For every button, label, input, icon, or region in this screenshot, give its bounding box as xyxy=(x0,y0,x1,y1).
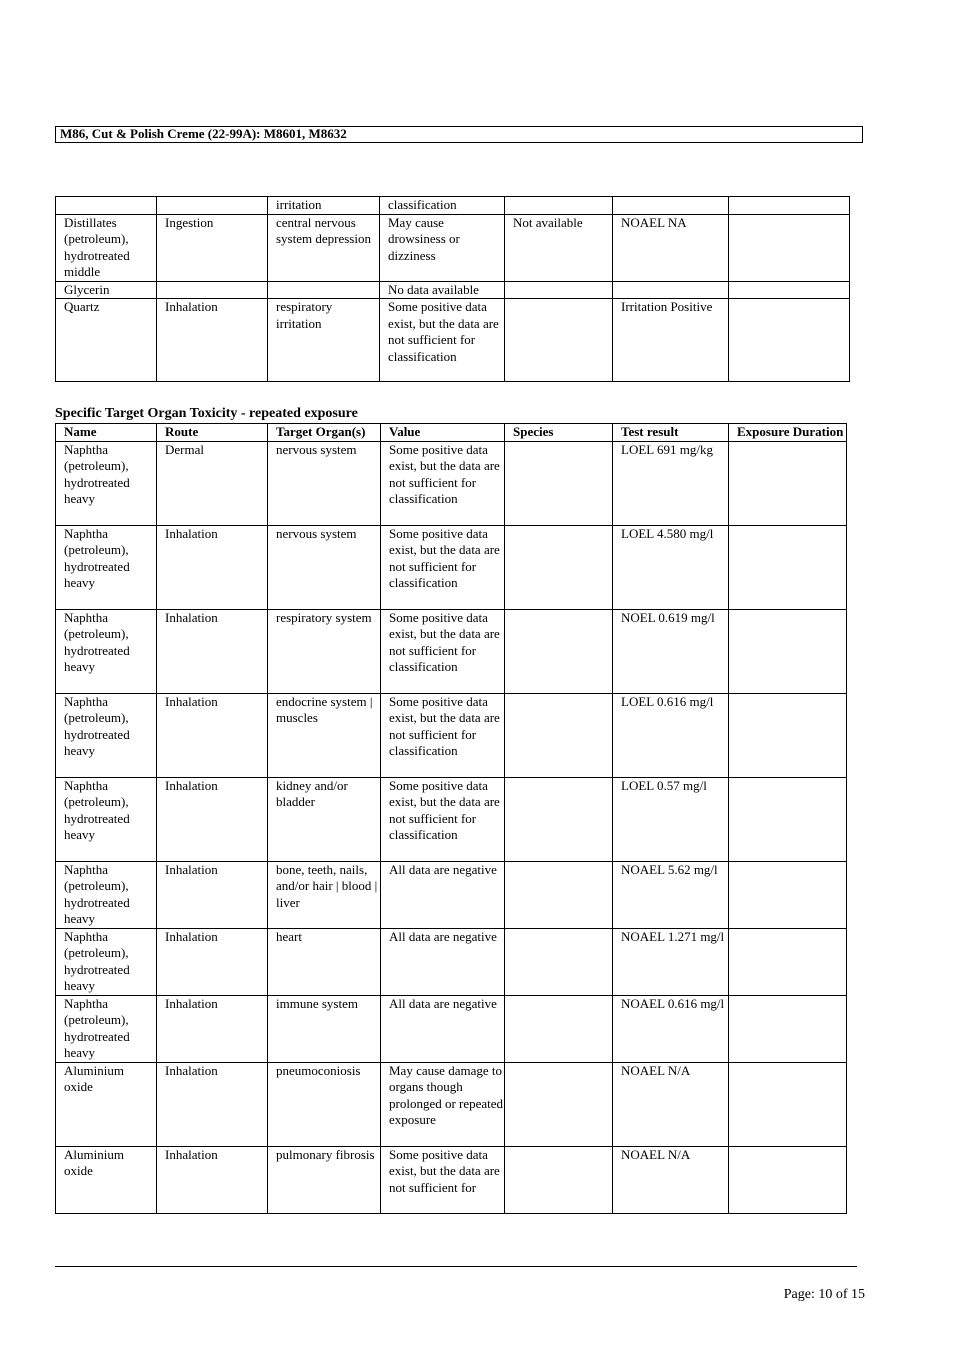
cell-species xyxy=(505,525,613,609)
cell-route: Inhalation xyxy=(157,299,268,382)
header-exposure-duration: Exposure Duration xyxy=(729,424,847,442)
cell-name: Naphtha (petroleum), hydrotreated heavy xyxy=(56,525,157,609)
cell-name: Aluminium oxide xyxy=(56,1062,157,1146)
cell-route: Ingestion xyxy=(157,214,268,281)
cell-organ: respiratory system xyxy=(268,609,381,693)
cell-name: Glycerin xyxy=(56,281,157,299)
cell-organ: pneumoconiosis xyxy=(268,1062,381,1146)
cell-species xyxy=(505,693,613,777)
cell-result: NOAEL N/A xyxy=(613,1062,729,1146)
cell-result: LOEL 691 mg/kg xyxy=(613,441,729,525)
header-value: Value xyxy=(381,424,505,442)
cell-duration xyxy=(729,299,850,382)
cell-duration xyxy=(729,1062,847,1146)
header-test-result: Test result xyxy=(613,424,729,442)
cell-duration xyxy=(729,928,847,995)
cell-result: NOAEL 0.616 mg/l xyxy=(613,995,729,1062)
cell-species xyxy=(505,441,613,525)
cell-name: Naphtha (petroleum), hydrotreated heavy xyxy=(56,995,157,1062)
cell-route xyxy=(157,197,268,215)
cell-name: Naphtha (petroleum), hydrotreated heavy xyxy=(56,693,157,777)
cell-organ: central nervous system depression xyxy=(268,214,380,281)
table-row xyxy=(56,861,847,928)
cell-value: Some positive data exist, but the data are not sufficient for classification xyxy=(381,609,505,693)
cell-value: Some positive data exist, but the data are not sufficient for classification xyxy=(381,441,505,525)
cell-duration xyxy=(729,441,847,525)
cell-route: Inhalation xyxy=(157,1146,268,1213)
cell-duration xyxy=(729,609,847,693)
cell-value: Some positive data exist, but the data are not sufficient for classification xyxy=(381,693,505,777)
cell-organ: endocrine system | muscles xyxy=(268,693,381,777)
cell-route: Inhalation xyxy=(157,1062,268,1146)
cell-name: Naphtha (petroleum), hydrotreated heavy xyxy=(56,861,157,928)
cell-species xyxy=(505,1146,613,1213)
cell-species xyxy=(505,299,613,382)
cell-duration xyxy=(729,777,847,861)
cell-result xyxy=(613,197,729,215)
cell-duration xyxy=(729,995,847,1062)
table-row xyxy=(56,214,850,281)
cell-result: NOAEL N/A xyxy=(613,1146,729,1213)
cell-result: LOEL 0.616 mg/l xyxy=(613,693,729,777)
header-target-organs: Target Organ(s) xyxy=(268,424,381,442)
continued-toxicity-table xyxy=(55,196,850,382)
table-row xyxy=(56,609,847,693)
header-name: Name xyxy=(56,424,157,442)
cell-name: Naphtha (petroleum), hydrotreated heavy xyxy=(56,441,157,525)
table-row xyxy=(56,1146,847,1213)
cell-organ xyxy=(268,281,380,299)
cell-species xyxy=(505,281,613,299)
cell-species xyxy=(505,197,613,215)
table-row xyxy=(56,441,847,525)
cell-name: Distillates (petroleum), hydrotreated middle xyxy=(56,214,157,281)
cell-result: NOAEL NA xyxy=(613,214,729,281)
table-row xyxy=(56,995,847,1062)
table-row xyxy=(56,928,847,995)
cell-route: Dermal xyxy=(157,441,268,525)
cell-result xyxy=(613,281,729,299)
header-species: Species xyxy=(505,424,613,442)
cell-duration xyxy=(729,693,847,777)
cell-species xyxy=(505,928,613,995)
cell-value: No data available xyxy=(380,281,505,299)
cell-species xyxy=(505,609,613,693)
table-row xyxy=(56,197,850,215)
page-number: Page: 10 of 15 xyxy=(783,1287,865,1302)
cell-value: Some positive data exist, but the data are not sufficient for classification xyxy=(381,525,505,609)
cell-value: May cause drowsiness or dizziness xyxy=(380,214,505,281)
cell-organ: nervous system xyxy=(268,441,381,525)
cell-value: Some positive data exist, but the data are not sufficient for xyxy=(381,1146,505,1213)
cell-value: All data are negative xyxy=(381,995,505,1062)
cell-organ: respiratory irritation xyxy=(268,299,380,382)
cell-result: NOAEL 1.271 mg/l xyxy=(613,928,729,995)
cell-organ: immune system xyxy=(268,995,381,1062)
table-row xyxy=(56,693,847,777)
cell-result: LOEL 0.57 mg/l xyxy=(613,777,729,861)
section-title-repeated-exposure: Specific Target Organ Toxicity - repeated exposure xyxy=(55,406,358,421)
cell-organ: kidney and/or bladder xyxy=(268,777,381,861)
cell-route: Inhalation xyxy=(157,777,268,861)
table-row xyxy=(56,777,847,861)
cell-result: LOEL 4.580 mg/l xyxy=(613,525,729,609)
table-row xyxy=(56,1062,847,1146)
cell-result: Irritation Positive xyxy=(613,299,729,382)
cell-value: Some positive data exist, but the data are not sufficient for classification xyxy=(380,299,505,382)
cell-duration xyxy=(729,861,847,928)
cell-route: Inhalation xyxy=(157,995,268,1062)
footer-divider xyxy=(55,1266,857,1267)
cell-name: Aluminium oxide xyxy=(56,1146,157,1213)
cell-species xyxy=(505,1062,613,1146)
cell-organ: bone, teeth, nails, and/or hair | blood | liver xyxy=(268,861,381,928)
cell-organ: heart xyxy=(268,928,381,995)
cell-value: May cause damage to organs though prolonged or repeated exposure xyxy=(381,1062,505,1146)
cell-species: Not available xyxy=(505,214,613,281)
table-header-row xyxy=(56,424,847,442)
cell-name: Quartz xyxy=(56,299,157,382)
cell-route: Inhalation xyxy=(157,693,268,777)
cell-duration xyxy=(729,1146,847,1213)
cell-name: Naphtha (petroleum), hydrotreated heavy xyxy=(56,777,157,861)
table-row xyxy=(56,281,850,299)
cell-route: Inhalation xyxy=(157,609,268,693)
header-route: Route xyxy=(157,424,268,442)
cell-organ: nervous system xyxy=(268,525,381,609)
cell-name: Naphtha (petroleum), hydrotreated heavy xyxy=(56,609,157,693)
cell-result: NOEL 0.619 mg/l xyxy=(613,609,729,693)
cell-species xyxy=(505,861,613,928)
cell-organ: pulmonary fibrosis xyxy=(268,1146,381,1213)
table-row xyxy=(56,525,847,609)
cell-route xyxy=(157,281,268,299)
cell-duration xyxy=(729,281,850,299)
cell-species xyxy=(505,995,613,1062)
document-header xyxy=(55,126,863,143)
cell-value: classification xyxy=(380,197,505,215)
cell-name xyxy=(56,197,157,215)
cell-route: Inhalation xyxy=(157,928,268,995)
cell-value: All data are negative xyxy=(381,861,505,928)
cell-route: Inhalation xyxy=(157,861,268,928)
cell-name: Naphtha (petroleum), hydrotreated heavy xyxy=(56,928,157,995)
cell-result: NOAEL 5.62 mg/l xyxy=(613,861,729,928)
table-row xyxy=(56,299,850,382)
repeated-exposure-table xyxy=(55,423,847,1214)
cell-species xyxy=(505,777,613,861)
cell-duration xyxy=(729,214,850,281)
cell-value: All data are negative xyxy=(381,928,505,995)
cell-value: Some positive data exist, but the data are not sufficient for classification xyxy=(381,777,505,861)
cell-route: Inhalation xyxy=(157,525,268,609)
document-title: M86, Cut & Polish Creme (22-99A): M8601, M8632 xyxy=(60,126,347,141)
cell-duration xyxy=(729,525,847,609)
cell-organ: irritation xyxy=(268,197,380,215)
cell-duration xyxy=(729,197,850,215)
